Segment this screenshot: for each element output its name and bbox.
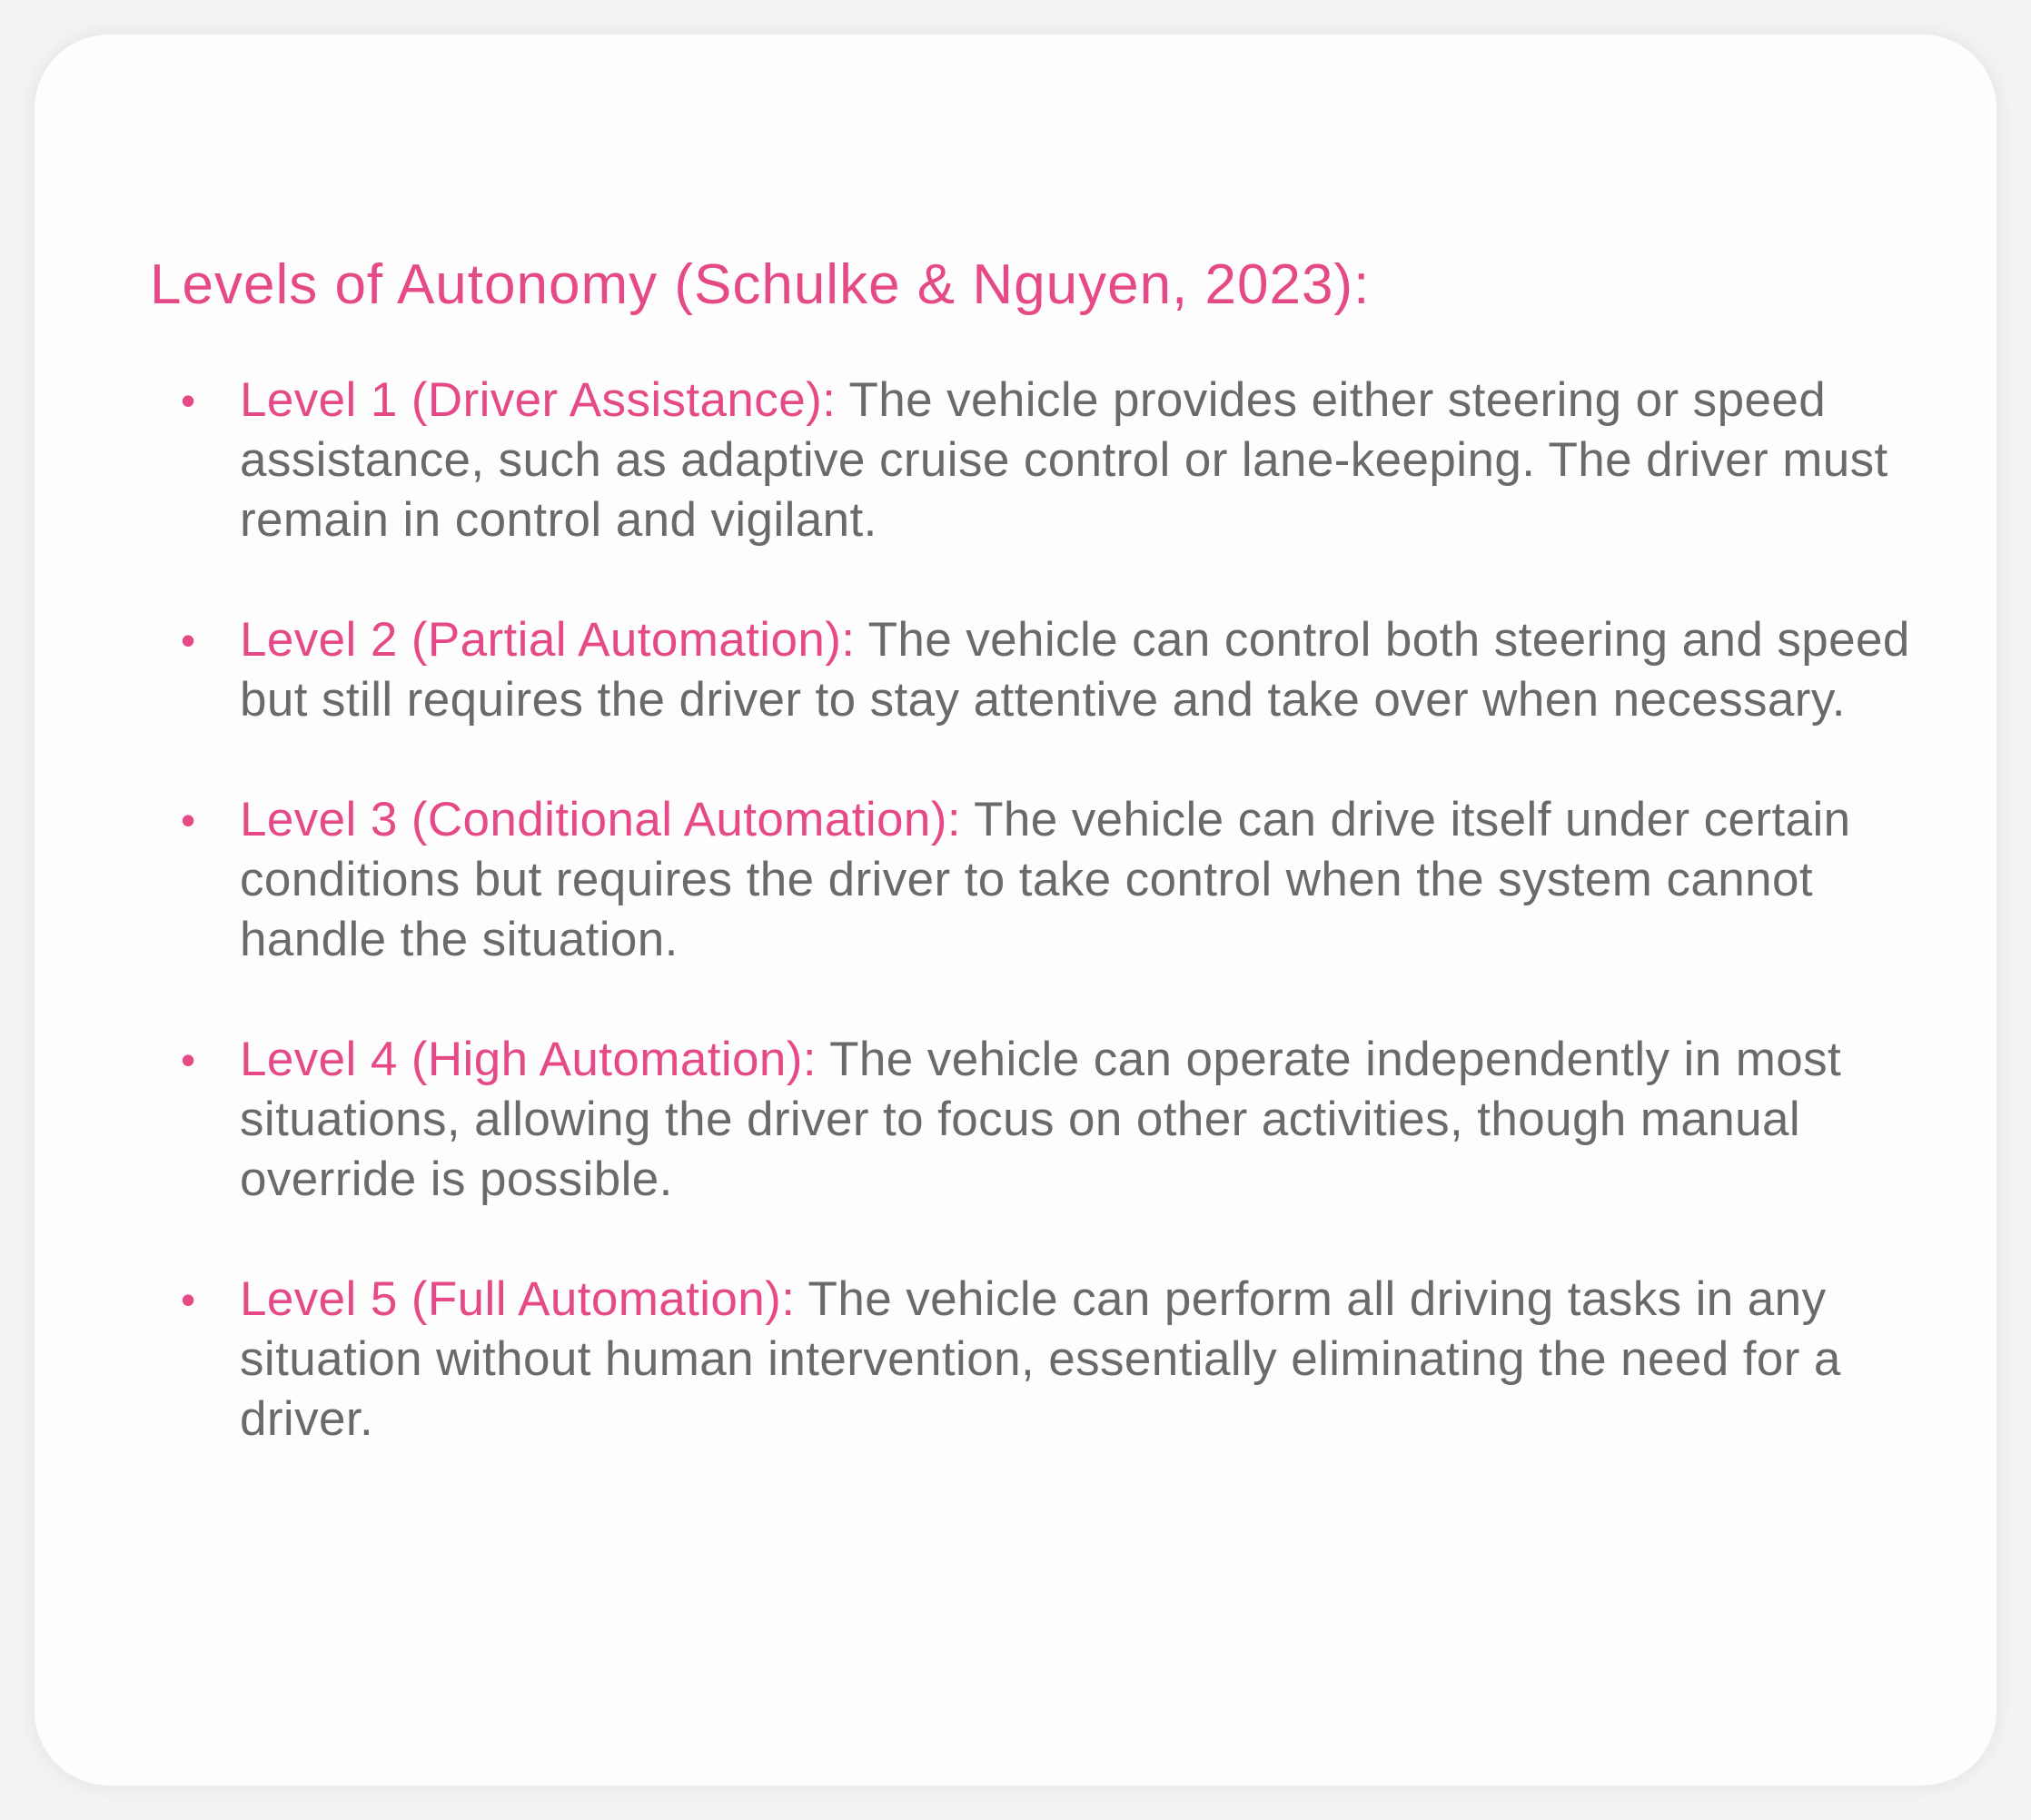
level-term: Level 2 (Partial Automation): — [240, 613, 856, 667]
bullet-icon: • — [181, 617, 196, 664]
list-item-level-5 — [150, 1270, 1930, 1449]
bullet-icon: • — [181, 1036, 196, 1083]
list-item-level-4 — [150, 1030, 1930, 1210]
level-term: Level 5 (Full Automation): — [240, 1272, 796, 1326]
content-body — [150, 252, 1930, 1509]
level-description: The vehicle can control both steering and speed but still requires the driver to stay attentive and take over when necessary. — [240, 613, 1910, 727]
list-item-level-2 — [150, 610, 1930, 730]
level-description: The vehicle can drive itself under certain conditions but requires the driver to take control when the system cannot handle the situation. — [240, 793, 1851, 966]
list-item-level-3 — [150, 790, 1930, 970]
level-term: Level 3 (Conditional Automation): — [240, 793, 961, 846]
level-description: The vehicle provides either steering or speed assistance, such as adaptive cruise control or lane-keeping. The driver must remain in control and vigilant. — [240, 373, 1888, 547]
autonomy-levels-list — [150, 371, 1930, 1449]
level-term: Level 4 (High Automation): — [240, 1033, 817, 1086]
bullet-icon: • — [181, 796, 196, 844]
level-description: The vehicle can operate independently in most situations, allowing the driver to focus on other activities, though manual override is possible. — [240, 1033, 1842, 1206]
bullet-icon: • — [181, 377, 196, 424]
bullet-icon: • — [181, 1276, 196, 1323]
list-item-level-1 — [150, 371, 1930, 550]
level-term: Level 1 (Driver Assistance): — [240, 373, 837, 427]
content-card — [35, 35, 1996, 1785]
page-title: Levels of Autonomy (Schulke & Nguyen, 2023): — [150, 253, 1371, 316]
level-description: The vehicle can perform all driving tasks in any situation without human intervention, essentially eliminating the need for a driver. — [240, 1272, 1841, 1446]
